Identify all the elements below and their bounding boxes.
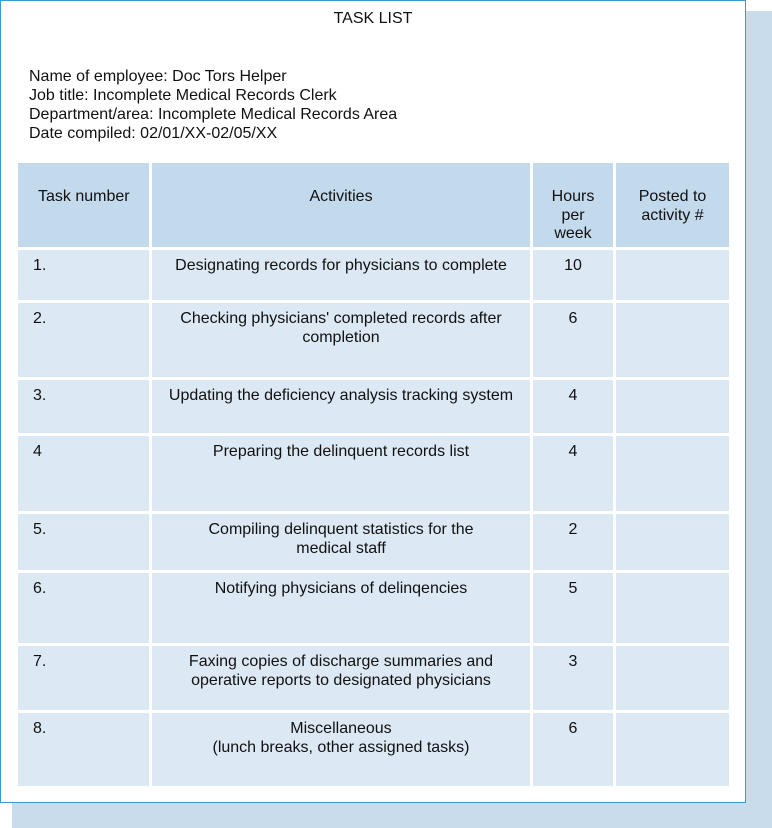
posted-to-activity-cell bbox=[616, 250, 729, 300]
posted-to-activity-cell bbox=[616, 646, 729, 710]
hours-cell: 2 bbox=[533, 514, 613, 570]
header-task-number: Task number bbox=[18, 163, 149, 247]
hours-cell: 4 bbox=[533, 436, 613, 511]
table-header-row bbox=[18, 163, 729, 247]
table-row bbox=[18, 646, 729, 710]
posted-to-activity-cell bbox=[616, 380, 729, 433]
hours-cell: 10 bbox=[533, 250, 613, 300]
header-hours-per-week: Hours per week bbox=[533, 163, 613, 247]
task-number-cell: 1. bbox=[18, 250, 149, 300]
posted-to-activity-cell bbox=[616, 436, 729, 511]
task-number-cell: 8. bbox=[18, 713, 149, 786]
date-compiled: Date compiled: 02/01/XX-02/05/XX bbox=[29, 125, 278, 142]
posted-to-activity-cell bbox=[616, 514, 729, 570]
task-number-cell: 2. bbox=[18, 303, 149, 377]
hours-cell: 4 bbox=[533, 380, 613, 433]
document-title: TASK LIST bbox=[333, 10, 413, 27]
activity-cell: Designating records for physicians to complete bbox=[152, 250, 530, 300]
activity-cell: Compiling delinquent statistics for the medical staff bbox=[152, 514, 530, 570]
table-row bbox=[18, 250, 729, 300]
employee-name: Name of employee: Doc Tors Helper bbox=[29, 68, 287, 85]
activity-cell: Preparing the delinquent records list bbox=[152, 436, 530, 511]
task-number-cell: 7. bbox=[18, 646, 149, 710]
table-row bbox=[18, 380, 729, 433]
posted-to-activity-cell bbox=[616, 303, 729, 377]
table-row bbox=[18, 713, 729, 786]
posted-to-activity-cell bbox=[616, 573, 729, 643]
table-row bbox=[18, 436, 729, 511]
job-title: Job title: Incomplete Medical Records Clerk bbox=[29, 87, 337, 104]
task-number-cell: 4 bbox=[18, 436, 149, 511]
table-row bbox=[18, 573, 729, 643]
posted-to-activity-cell bbox=[616, 713, 729, 786]
header-posted-to-activity: Posted to activity # bbox=[616, 163, 729, 247]
hours-cell: 6 bbox=[533, 713, 613, 786]
activity-cell: Updating the deficiency analysis tracking system bbox=[152, 380, 530, 433]
table-row bbox=[18, 303, 729, 377]
task-table bbox=[15, 160, 732, 789]
task-number-cell: 3. bbox=[18, 380, 149, 433]
hours-cell: 6 bbox=[533, 303, 613, 377]
activity-cell: Checking physicians' completed records after completion bbox=[152, 303, 530, 377]
hours-cell: 3 bbox=[533, 646, 613, 710]
activity-cell: Miscellaneous (lunch breaks, other assigned tasks) bbox=[152, 713, 530, 786]
department-area: Department/area: Incomplete Medical Records Area bbox=[29, 106, 398, 123]
header-activities: Activities bbox=[152, 163, 530, 247]
task-number-cell: 6. bbox=[18, 573, 149, 643]
employee-info bbox=[29, 67, 397, 143]
hours-cell: 5 bbox=[533, 573, 613, 643]
activity-cell: Faxing copies of discharge summaries and operative reports to designated physicians bbox=[152, 646, 530, 710]
table-row bbox=[18, 514, 729, 570]
task-number-cell: 5. bbox=[18, 514, 149, 570]
activity-cell: Notifying physicians of delinqencies bbox=[152, 573, 530, 643]
